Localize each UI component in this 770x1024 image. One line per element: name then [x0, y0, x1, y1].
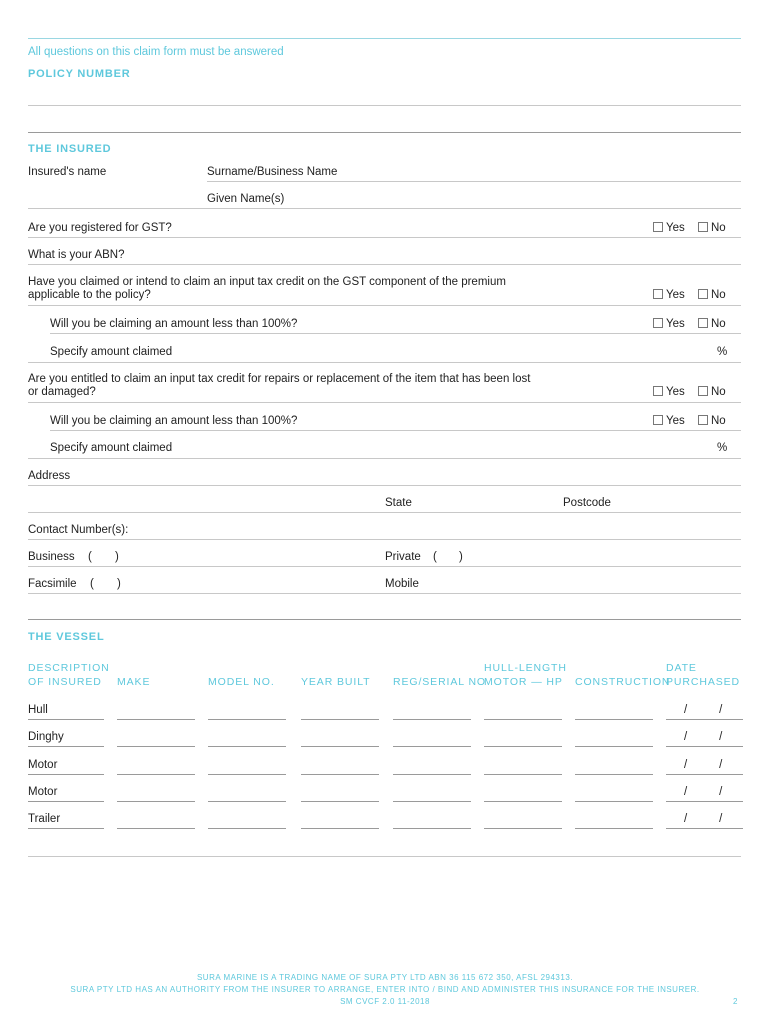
vessel-field-description: [28, 746, 104, 747]
col-make: MAKE: [117, 676, 151, 688]
vessel-field-model[interactable]: [208, 828, 286, 829]
less-100-yes-1[interactable]: Yes: [653, 317, 685, 331]
vessel-field-reg-serial[interactable]: [393, 746, 471, 747]
vessel-field-year-built[interactable]: [301, 801, 379, 802]
row-rule: [28, 402, 741, 403]
col-reg-serial: REG/SERIAL NO: [393, 676, 486, 688]
percent-sign-1: %: [717, 346, 728, 358]
abn-question: What is your ABN?: [28, 249, 125, 261]
facsimile-mobile-field[interactable]: [28, 593, 741, 594]
vessel-field-date-purchased[interactable]: [666, 719, 743, 720]
checkbox-icon[interactable]: [698, 289, 708, 299]
col-model: MODEL NO.: [208, 676, 275, 688]
repairs-yes-option[interactable]: Yes: [653, 385, 685, 399]
vessel-field-date-purchased[interactable]: [666, 828, 743, 829]
vessel-field-hull-length-motor[interactable]: [484, 746, 562, 747]
vessel-field-year-built[interactable]: [301, 828, 379, 829]
less-100-question-1: Will you be claiming an amount less than 100%?: [50, 318, 298, 330]
vessel-field-reg-serial[interactable]: [393, 828, 471, 829]
facsimile-paren-close: ): [117, 578, 121, 590]
checkbox-icon[interactable]: [653, 415, 663, 425]
repairs-question-line2: or damaged?: [28, 386, 96, 398]
itc-no-option[interactable]: No: [698, 288, 726, 302]
vessel-heading: THE VESSEL: [28, 631, 105, 643]
itc-yes-option[interactable]: Yes: [653, 288, 685, 302]
vessel-field-hull-length-motor[interactable]: [484, 801, 562, 802]
private-paren-close: ): [459, 551, 463, 563]
gst-no-option[interactable]: No: [698, 221, 726, 235]
vessel-field-make[interactable]: [117, 746, 195, 747]
vessel-field-description: [28, 828, 104, 829]
date-slashes: / /: [684, 704, 723, 716]
checkbox-icon[interactable]: [653, 289, 663, 299]
vessel-row-label: Hull: [28, 704, 48, 716]
business-paren-open: (: [88, 551, 92, 563]
surname-field[interactable]: [207, 181, 741, 182]
checkbox-icon[interactable]: [698, 222, 708, 232]
business-private-field[interactable]: [28, 566, 741, 567]
vessel-row-label: Dinghy: [28, 731, 64, 743]
vessel-field-date-purchased[interactable]: [666, 774, 743, 775]
itc-question-line2: applicable to the policy?: [28, 289, 151, 301]
mobile-label: Mobile: [385, 578, 419, 590]
section-divider: [28, 619, 741, 620]
vessel-field-construction[interactable]: [575, 774, 653, 775]
vessel-field-description: [28, 774, 104, 775]
row-rule: [28, 305, 741, 306]
date-slashes: / /: [684, 759, 723, 771]
less-100-no-1[interactable]: No: [698, 317, 726, 331]
checkbox-icon[interactable]: [698, 415, 708, 425]
vessel-field-year-built[interactable]: [301, 746, 379, 747]
business-paren-close: ): [115, 551, 119, 563]
vessel-field-reg-serial[interactable]: [393, 801, 471, 802]
gst-yes-option[interactable]: Yes: [653, 221, 685, 235]
specify-amount-field-1[interactable]: [28, 362, 741, 363]
vessel-field-reg-serial[interactable]: [393, 774, 471, 775]
policy-number-heading: POLICY NUMBER: [28, 68, 131, 80]
footer-form-code: SM CVCF 2.0 11-2018: [340, 997, 430, 1006]
repairs-question-line1: Are you entitled to claim an input tax credit for repairs or replacement of the item that has been lost: [28, 373, 531, 385]
vessel-field-date-purchased[interactable]: [666, 801, 743, 802]
checkbox-icon[interactable]: [653, 318, 663, 328]
specify-amount-label-1: Specify amount claimed: [50, 346, 173, 358]
private-paren-open: (: [433, 551, 437, 563]
vessel-field-construction[interactable]: [575, 828, 653, 829]
col-hull-length-motor: HULL-LENGTH MOTOR — HP: [484, 662, 567, 688]
row-rule: [50, 430, 741, 431]
surname-label: Surname/Business Name: [207, 166, 338, 178]
col-date-purchased: DATE PURCHASED: [666, 662, 741, 688]
abn-field[interactable]: [28, 264, 741, 265]
repairs-no-option[interactable]: No: [698, 385, 726, 399]
address-field[interactable]: [28, 485, 741, 486]
checkbox-icon[interactable]: [653, 386, 663, 396]
vessel-field-hull-length-motor[interactable]: [484, 828, 562, 829]
vessel-field-make[interactable]: [117, 828, 195, 829]
vessel-row-label: Motor: [28, 759, 58, 771]
vessel-row-label: Motor: [28, 786, 58, 798]
vessel-field-construction[interactable]: [575, 746, 653, 747]
less-100-question-2: Will you be claiming an amount less than 100%?: [50, 415, 298, 427]
vessel-field-make[interactable]: [117, 719, 195, 720]
vessel-row-label: Trailer: [28, 813, 61, 825]
checkbox-icon[interactable]: [698, 318, 708, 328]
given-names-field[interactable]: [28, 208, 741, 209]
percent-sign-2: %: [717, 442, 728, 454]
col-construction: CONSTRUCTION: [575, 676, 671, 688]
form-notice: All questions on this claim form must be answered: [28, 46, 284, 58]
business-label: Business: [28, 551, 75, 563]
vessel-field-hull-length-motor[interactable]: [484, 719, 562, 720]
section-divider: [28, 132, 741, 133]
row-rule: [50, 333, 741, 334]
less-100-yes-2[interactable]: Yes: [653, 414, 685, 428]
vessel-field-date-purchased[interactable]: [666, 746, 743, 747]
gst-question: Are you registered for GST?: [28, 222, 172, 234]
vessel-field-construction[interactable]: [575, 801, 653, 802]
facsimile-label: Facsimile: [28, 578, 77, 590]
policy-number-field[interactable]: [28, 105, 741, 106]
facsimile-paren-open: (: [90, 578, 94, 590]
insured-heading: THE INSURED: [28, 143, 112, 155]
vessel-end-rule: [28, 856, 741, 857]
top-rule: [28, 38, 741, 39]
footer-authority: SURA PTY LTD HAS AN AUTHORITY FROM THE INSURER TO ARRANGE, ENTER INTO / BIND AND ADMINISTER THIS INSURANCE FOR THE INSURER.: [70, 985, 700, 994]
vessel-field-model[interactable]: [208, 801, 286, 802]
vessel-field-construction[interactable]: [575, 719, 653, 720]
vessel-field-hull-length-motor[interactable]: [484, 774, 562, 775]
vessel-field-year-built[interactable]: [301, 719, 379, 720]
checkbox-icon[interactable]: [698, 386, 708, 396]
private-label: Private: [385, 551, 421, 563]
given-names-label: Given Name(s): [207, 193, 285, 205]
page-number: 2: [733, 997, 738, 1006]
insured-name-label: Insured's name: [28, 166, 107, 178]
itc-question-line1: Have you claimed or intend to claim an input tax credit on the GST component of the premium: [28, 276, 506, 288]
vessel-field-description: [28, 801, 104, 802]
vessel-field-make[interactable]: [117, 801, 195, 802]
less-100-no-2[interactable]: No: [698, 414, 726, 428]
row-rule: [28, 237, 741, 238]
vessel-field-model[interactable]: [208, 774, 286, 775]
contact-numbers-label: Contact Number(s):: [28, 524, 129, 536]
date-slashes: / /: [684, 731, 723, 743]
footer-trading-name: SURA MARINE IS A TRADING NAME OF SURA PTY LTD ABN 36 115 672 350, AFSL 294313.: [196, 973, 574, 982]
postcode-label: Postcode: [563, 497, 611, 509]
vessel-field-model[interactable]: [208, 746, 286, 747]
specify-amount-label-2: Specify amount claimed: [50, 442, 173, 454]
checkbox-icon[interactable]: [653, 222, 663, 232]
vessel-field-year-built[interactable]: [301, 774, 379, 775]
date-slashes: / /: [684, 786, 723, 798]
specify-amount-field-2[interactable]: [28, 458, 741, 459]
vessel-field-model[interactable]: [208, 719, 286, 720]
vessel-field-reg-serial[interactable]: [393, 719, 471, 720]
vessel-field-make[interactable]: [117, 774, 195, 775]
date-slashes: / /: [684, 813, 723, 825]
vessel-field-description: [28, 719, 104, 720]
col-year-built: YEAR BUILT: [301, 676, 371, 688]
address-label: Address: [28, 470, 71, 482]
row-rule: [28, 539, 741, 540]
state-label: State: [385, 497, 412, 509]
col-description: DESCRIPTION OF INSURED: [28, 662, 110, 688]
address-line-2-field[interactable]: [28, 512, 741, 513]
